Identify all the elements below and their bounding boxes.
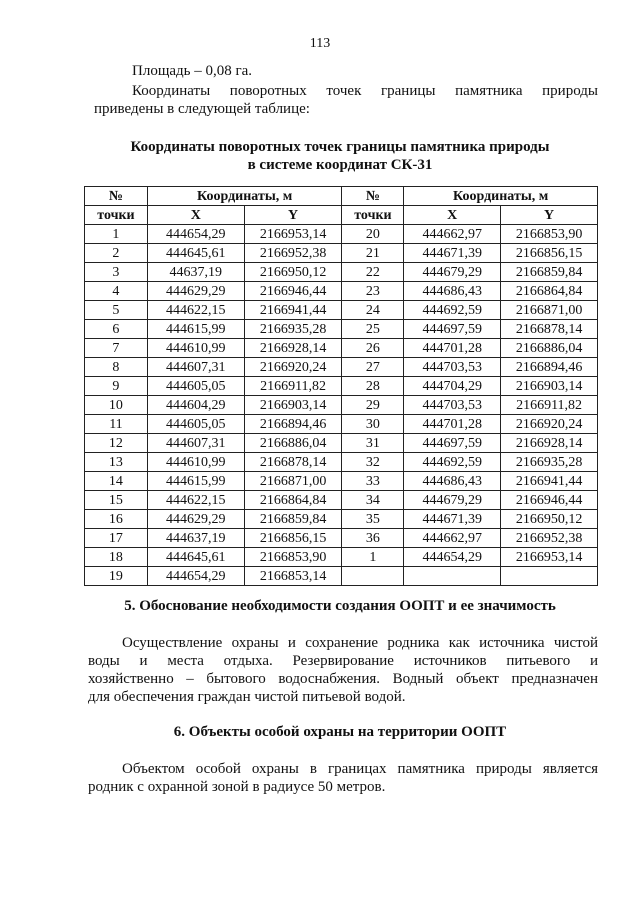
table-cell — [501, 567, 598, 586]
table-cell: 29 — [342, 396, 404, 415]
table-cell: 444654,29 — [404, 548, 501, 567]
table-cell: 18 — [85, 548, 148, 567]
table-row — [85, 415, 598, 434]
table-row — [85, 377, 598, 396]
table-cell: 8 — [85, 358, 148, 377]
table-cell — [404, 567, 501, 586]
table-cell: 11 — [85, 415, 148, 434]
table-row — [85, 282, 598, 301]
section-5-line-1: Осуществление охраны и сохранение родника как источника чистой — [122, 635, 598, 651]
table-cell: 19 — [85, 567, 148, 586]
header-num-sub-right: точки — [342, 206, 404, 225]
table-cell: 2166859,84 — [244, 510, 342, 529]
table-cell: 2166903,14 — [244, 396, 342, 415]
table-cell: 2166946,44 — [501, 491, 598, 510]
table-title-line-1: Координаты поворотных точек границы памятника природы — [130, 139, 550, 155]
table-cell: 444671,39 — [404, 510, 501, 529]
table-cell: 2166878,14 — [501, 320, 598, 339]
table-cell: 14 — [85, 472, 148, 491]
table-cell: 444610,99 — [147, 339, 244, 358]
table-row — [85, 491, 598, 510]
table-cell: 7 — [85, 339, 148, 358]
table-row — [85, 339, 598, 358]
table-cell: 444701,28 — [404, 415, 501, 434]
table-cell: 33 — [342, 472, 404, 491]
table-cell — [342, 567, 404, 586]
intro-line-1: Координаты поворотных точек границы памятника природы — [132, 83, 598, 99]
table-cell: 2166886,04 — [501, 339, 598, 358]
table-cell: 1 — [85, 225, 148, 244]
table-cell: 444605,05 — [147, 377, 244, 396]
table-cell: 2166859,84 — [501, 263, 598, 282]
table-cell: 2166920,24 — [244, 358, 342, 377]
table-cell: 2166953,14 — [244, 225, 342, 244]
table-cell: 2166894,46 — [244, 415, 342, 434]
table-cell: 12 — [85, 434, 148, 453]
table-row — [85, 225, 598, 244]
table-cell: 444662,97 — [404, 529, 501, 548]
coordinates-table — [84, 186, 598, 586]
table-cell: 2166928,14 — [244, 339, 342, 358]
section-6-line-2: родник с охранной зоной в радиусе 50 метров. — [88, 779, 386, 795]
table-cell: 444610,99 — [147, 453, 244, 472]
header-y-right: Y — [501, 206, 598, 225]
table-cell: 444637,19 — [147, 529, 244, 548]
table-row — [85, 529, 598, 548]
table-cell: 2166894,46 — [501, 358, 598, 377]
table-cell: 2166941,44 — [501, 472, 598, 491]
table-row — [85, 358, 598, 377]
table-cell: 15 — [85, 491, 148, 510]
table-cell: 444615,99 — [147, 320, 244, 339]
table-cell: 444605,05 — [147, 415, 244, 434]
table-cell: 35 — [342, 510, 404, 529]
table-cell: 2166935,28 — [244, 320, 342, 339]
table-cell: 9 — [85, 377, 148, 396]
table-cell: 2166853,90 — [244, 548, 342, 567]
header-x-right: X — [404, 206, 501, 225]
section-5-heading: 5. Обоснование необходимости создания ООПТ и ее значимость — [124, 598, 556, 614]
table-body — [85, 225, 598, 586]
table-cell: 2166856,15 — [244, 529, 342, 548]
table-cell: 2166878,14 — [244, 453, 342, 472]
table-cell: 444679,29 — [404, 491, 501, 510]
table-cell: 444654,29 — [147, 567, 244, 586]
table-row — [85, 567, 598, 586]
table-cell: 10 — [85, 396, 148, 415]
table-cell: 2166950,12 — [501, 510, 598, 529]
table-cell: 23 — [342, 282, 404, 301]
table-cell: 2166853,90 — [501, 225, 598, 244]
table-cell: 2166952,38 — [244, 244, 342, 263]
section-6-heading: 6. Объекты особой охраны на территории ООПТ — [173, 724, 507, 740]
table-row — [85, 472, 598, 491]
header-x-left: X — [147, 206, 244, 225]
table-cell: 444704,29 — [404, 377, 501, 396]
table-cell: 2166928,14 — [501, 434, 598, 453]
table-cell: 44637,19 — [147, 263, 244, 282]
table-cell: 444697,59 — [404, 434, 501, 453]
header-coords-left: Координаты, м — [147, 187, 342, 206]
table-cell: 444622,15 — [147, 301, 244, 320]
table-cell: 2166946,44 — [244, 282, 342, 301]
table-cell: 1 — [342, 548, 404, 567]
table-cell: 2166952,38 — [501, 529, 598, 548]
table-cell: 36 — [342, 529, 404, 548]
table-cell: 444629,29 — [147, 510, 244, 529]
table-cell: 444607,31 — [147, 434, 244, 453]
table-cell: 24 — [342, 301, 404, 320]
table-cell: 13 — [85, 453, 148, 472]
table-cell: 444692,59 — [404, 453, 501, 472]
intro-line-2: приведены в следующей таблице: — [94, 101, 310, 117]
table-row — [85, 548, 598, 567]
header-coords-right: Координаты, м — [404, 187, 598, 206]
table-cell: 2166871,00 — [501, 301, 598, 320]
table-row — [85, 434, 598, 453]
table-cell: 26 — [342, 339, 404, 358]
table-row — [85, 510, 598, 529]
table-row — [85, 320, 598, 339]
table-cell: 6 — [85, 320, 148, 339]
area-text: Площадь – 0,08 га. — [132, 63, 253, 79]
table-cell: 28 — [342, 377, 404, 396]
table-cell: 16 — [85, 510, 148, 529]
table-cell: 444701,28 — [404, 339, 501, 358]
table-cell: 444671,39 — [404, 244, 501, 263]
table-cell: 2166920,24 — [501, 415, 598, 434]
table-cell: 4 — [85, 282, 148, 301]
table-row — [85, 453, 598, 472]
table-title-line-2: в системе координат СК-31 — [247, 157, 433, 173]
header-num-right: № — [342, 187, 404, 206]
table-cell: 27 — [342, 358, 404, 377]
section-5-line-3: хозяйственно – бытового водоснабжения. Водный объект предназначен — [88, 671, 598, 687]
table-cell: 444662,97 — [404, 225, 501, 244]
table-cell: 2166903,14 — [501, 377, 598, 396]
table-row — [85, 244, 598, 263]
header-num-sub-left: точки — [85, 206, 148, 225]
table-cell: 30 — [342, 415, 404, 434]
table-cell: 444654,29 — [147, 225, 244, 244]
table-cell: 25 — [342, 320, 404, 339]
section-6-line-1: Объектом особой охраны в границах памятника природы является — [122, 761, 598, 777]
table-cell: 17 — [85, 529, 148, 548]
table-cell: 444604,29 — [147, 396, 244, 415]
table-cell: 444697,59 — [404, 320, 501, 339]
table-cell: 444703,53 — [404, 358, 501, 377]
table-cell: 2166864,84 — [501, 282, 598, 301]
table-row — [85, 263, 598, 282]
table-cell: 21 — [342, 244, 404, 263]
table-cell: 2166911,82 — [244, 377, 342, 396]
table-cell: 5 — [85, 301, 148, 320]
table-cell: 20 — [342, 225, 404, 244]
table-cell: 32 — [342, 453, 404, 472]
header-y-left: Y — [244, 206, 342, 225]
header-num-left: № — [85, 187, 148, 206]
table-cell: 34 — [342, 491, 404, 510]
table-cell: 2166911,82 — [501, 396, 598, 415]
table-cell: 2 — [85, 244, 148, 263]
table-cell: 444629,29 — [147, 282, 244, 301]
section-5-line-2: воды и места отдыха. Резервирование источников питьевого и — [88, 653, 598, 669]
section-5-line-4: для обеспечения граждан чистой питьевой водой. — [88, 689, 406, 705]
table-cell: 2166864,84 — [244, 491, 342, 510]
table-cell: 444615,99 — [147, 472, 244, 491]
table-cell: 2166856,15 — [501, 244, 598, 263]
table-cell: 2166935,28 — [501, 453, 598, 472]
table-cell: 444607,31 — [147, 358, 244, 377]
table-cell: 2166941,44 — [244, 301, 342, 320]
table-cell: 2166950,12 — [244, 263, 342, 282]
table-cell: 444686,43 — [404, 282, 501, 301]
table-cell: 444645,61 — [147, 548, 244, 567]
table-row — [85, 301, 598, 320]
table-cell: 444692,59 — [404, 301, 501, 320]
table-cell: 2166853,14 — [244, 567, 342, 586]
table-cell: 2166886,04 — [244, 434, 342, 453]
table-cell: 444686,43 — [404, 472, 501, 491]
table-row — [85, 396, 598, 415]
table-cell: 2166871,00 — [244, 472, 342, 491]
page-number: 113 — [309, 36, 331, 51]
table-cell: 3 — [85, 263, 148, 282]
table-cell: 444645,61 — [147, 244, 244, 263]
table-cell: 2166953,14 — [501, 548, 598, 567]
table-cell: 444703,53 — [404, 396, 501, 415]
table-cell: 31 — [342, 434, 404, 453]
table-cell: 22 — [342, 263, 404, 282]
table-cell: 444622,15 — [147, 491, 244, 510]
table-cell: 444679,29 — [404, 263, 501, 282]
